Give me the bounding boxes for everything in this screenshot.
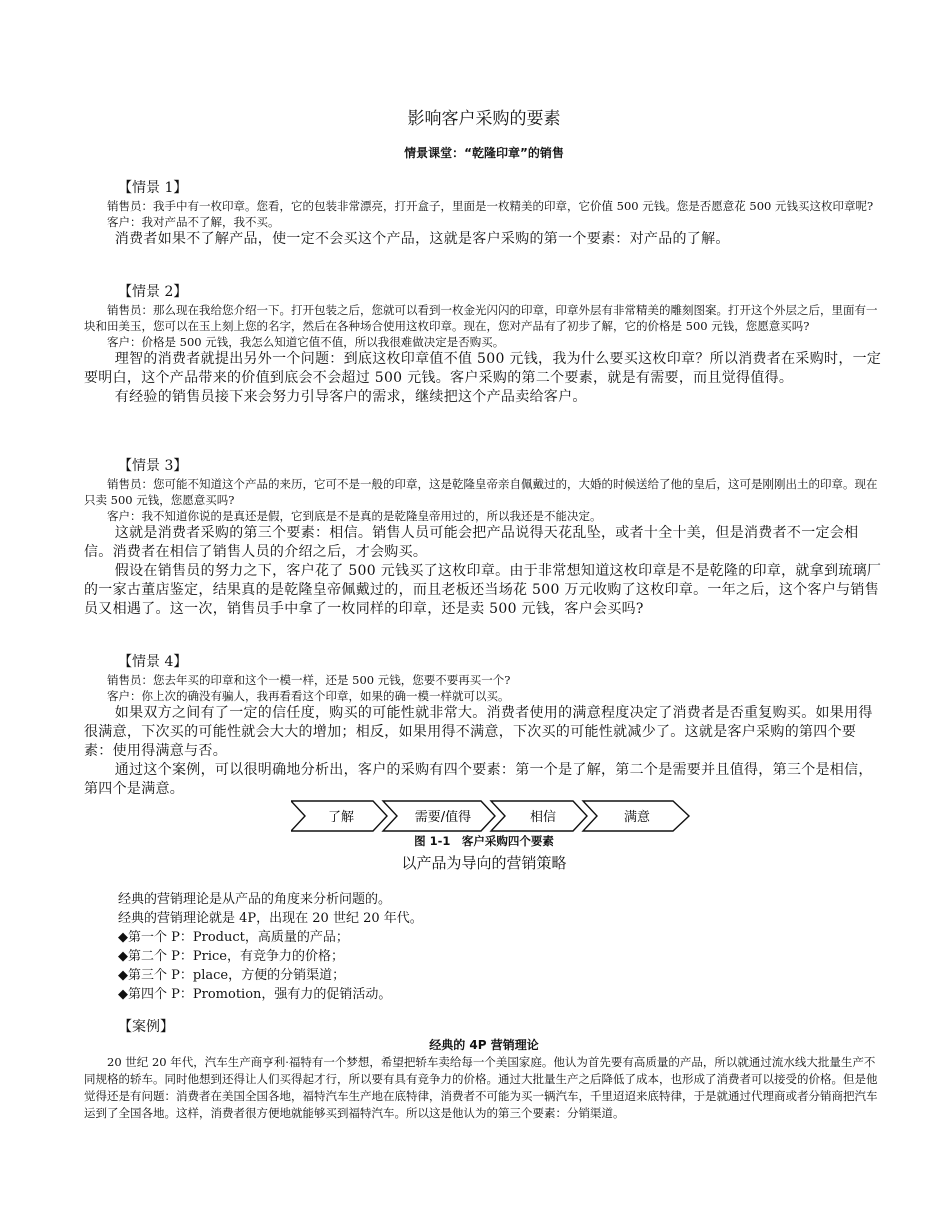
4p-item: ◆第四个 P：Promotion，强有力的促销活动。 — [118, 987, 392, 1002]
section-line-2: 经典的营销理论就是 4P，出现在 20 世纪 20 年代。 — [118, 911, 423, 926]
flow-step-4: 满意 — [623, 810, 651, 825]
scene-1-paragraph: 消费者如果不了解产品，使一定不会买这个产品，这就是客户采购的第一个要素：对产品的了解。 — [114, 231, 730, 247]
scene-4-dialog-customer: 客户：你上次的确没有骗人，我再看看这个印章，如果的确一模一样就可以买。 — [107, 689, 510, 703]
scene-3-dialog-salesperson: 销售员：您可能不知道这个产品的来历，它可不是一般的印章，这是乾隆皇帝亲自佩戴过的，大婚的时候送给了他的皇后，这可是刚刚出土的印章。现在只卖 500 元钱，您愿意买吗? — [84, 477, 878, 507]
case-body: 20 世纪 20 年代，汽车生产商亨利·福特有一个梦想，希望把轿车卖给每一个美国家庭。他认为首先要有高质量的产品，所以就通过流水线大批量生产不同规格的轿车。同时他想到还得让人们买得起才行，所以要有具有竞争力的价格。通过大批量生产之后降低了成本，也形成了消费者可以接受的价格。但是他觉得还是有问题：消费者在美国全国各地，福特汽车生产地在底特律，消费者不可能为买一辆汽车，千里迢迢来底特律，于是就通过代理商或者分销商把汽车运到了全国各地。这样，消费者很方便地就能够买到福特汽车。所以这是他认为的第三个要素：分销渠道。 — [84, 1055, 878, 1120]
scene-2-paragraph-2: 有经验的销售员接下来会努力引导客户的需求，继续把这个产品卖给客户。 — [114, 389, 587, 405]
scene-1 — [84, 178, 884, 249]
scene-4-paragraph-2: 通过这个案例，可以很明确地分析出，客户的采购有四个要素：第一个是了解，第二个是需要并且值得，第三个是相信，第四个是满意。 — [84, 762, 873, 797]
scene-3-paragraph-2: 假设在销售员的努力之下，客户花了 500 元钱买了这枚印章。由于非常想知道这枚印章是不是乾隆的印章，就拿到琉璃厂的一家古董店鉴定，结果真的是乾隆皇帝佩戴过的，而且老板还当场花 500 万元收购了这枚印章。一年之后，这个客户与销售员又相遇了。这一次，销售员手中拿了一枚同样的印章，还是卖 500 元钱，客户会买吗? — [84, 563, 882, 617]
section-title: 以产品为导向的营销策略 — [401, 854, 567, 872]
scene-4-heading: 【情景 4】 — [118, 654, 188, 670]
scene-4 — [84, 652, 884, 799]
4p-list — [118, 890, 423, 1004]
section-line-1: 经典的营销理论是从产品的角度来分析问题的。 — [118, 892, 392, 907]
scene-2-heading: 【情景 2】 — [118, 284, 188, 300]
scene-3-dialog-customer: 客户：我不知道你说的是真还是假，它到底是不是真的是乾隆皇帝用过的，所以我还是不能决定。 — [107, 509, 602, 523]
flow-step-1: 了解 — [327, 810, 355, 825]
scene-1-dialog-customer: 客户：我对产品不了解，我不买。 — [107, 215, 280, 229]
4p-item: ◆第二个 P：Price，有竞争力的价格； — [118, 949, 344, 964]
scene-2-paragraph-1: 理智的消费者就提出另外一个问题：到底这枚印章值不值 500 元钱，我为什么要买这枚印章？所以消费者在采购时，一定要明白，这个产品带来的价值到底会不会超过 500 元钱。客户采购的第二个要素，就是有需要，而且觉得值得。 — [84, 351, 882, 386]
4p-item: ◆第一个 P：Product，高质量的产品； — [118, 930, 349, 945]
scene-3-heading: 【情景 3】 — [118, 458, 188, 474]
case-title: 经典的 4P 营销理论 — [429, 1038, 539, 1052]
scene-1-dialog-salesperson: 销售员：我手中有一枚印章。您看，它的包装非常漂亮，打开盒子，里面是一枚精美的印章，它价值 500 元钱。您是否愿意花 500 元钱买这枚印章呢? — [107, 199, 874, 213]
case-section — [84, 1017, 884, 1122]
figure-caption: 图 1-1 客户采购四个要素 — [414, 834, 554, 848]
case-heading: 【案例】 — [118, 1019, 174, 1035]
scene-3-paragraph-1: 这就是消费者采购的第三个要素：相信。销售人员可能会把产品说得天花乱坠，或者十全十美，但是消费者不一定会相信。消费者在相信了销售人员的介绍之后，才会购买。 — [84, 525, 859, 560]
flow-step-3: 相信 — [529, 810, 557, 825]
document-title: 影响客户采购的要素 — [407, 109, 561, 129]
scene-1-heading: 【情景 1】 — [118, 180, 188, 196]
scene-4-dialog-salesperson: 销售员：您去年买的印章和这个一模一样，还是 500 元钱，您要不要再买一个? — [107, 673, 511, 687]
scene-2-dialog-customer: 客户：价格是 500 元钱，我怎么知道它值不值，所以我很难做决定是否购买。 — [107, 335, 505, 349]
scene-4-paragraph-1: 如果双方之间有了一定的信任度，购买的可能性就非常大。消费者使用的满意程度决定了消费者是否重复购买。如果用得很满意，下次买的可能性就会大大的增加；相反，如果用得不满意，下次买的可能性就减少了。这就是客户采购的第四个要素：使用得满意与否。 — [84, 705, 873, 759]
document-subtitle: 情景课堂：“乾隆印章”的销售 — [404, 146, 564, 160]
purchase-factors-flow — [291, 800, 691, 832]
flow-step-2: 需要/值得 — [414, 810, 472, 825]
scene-2 — [84, 282, 884, 407]
scene-3 — [84, 456, 884, 619]
scene-2-dialog-salesperson: 销售员：那么现在我给您介绍一下。打开包装之后，您就可以看到一枚金光闪闪的印章，印章外层有非常精美的雕刻图案。打开这个外层之后，里面有一块和田美玉，您可以在玉上刻上您的名字，然后在各种场合使用这枚印章。现在，您对产品有了初步了解，它的价格是 500 元钱，您愿意买吗? — [84, 303, 878, 333]
4p-item: ◆第三个 P：place，方便的分销渠道； — [118, 968, 346, 983]
